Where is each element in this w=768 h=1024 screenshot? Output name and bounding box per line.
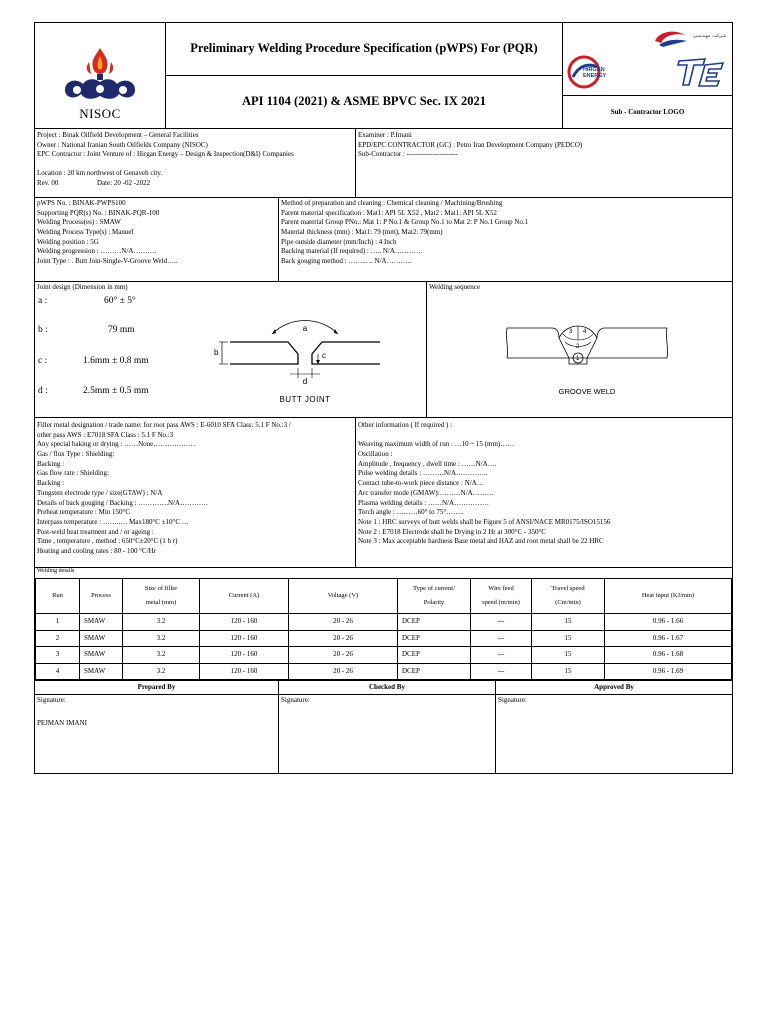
procedure-left-line: Welding progression : ………N/A………. [37, 247, 157, 256]
filler-info-line: Heating and cooling rates : 80 - 100 °C/Hr [37, 546, 157, 555]
project-info [35, 129, 732, 198]
project-line: Project : Binak Oilfield Development – General Facilities [37, 131, 199, 139]
table-cell: 3.2 [123, 614, 200, 631]
procedure-right-line: Method of preparation and cleaning : Chemical cleaning / Machining/Brushing [281, 199, 503, 207]
joint-dimension-row [38, 386, 149, 398]
nisoc-logo-cell [35, 23, 166, 128]
dimension-key: a : [38, 296, 48, 306]
seq-pass-2: 2 [576, 344, 580, 350]
title-cell [166, 23, 563, 128]
table-cell: 4 [36, 663, 80, 680]
table-row [36, 614, 732, 631]
column-header [532, 579, 605, 614]
column-header-line: Wire feed [488, 584, 514, 592]
welding-details-title: Welding details [35, 568, 732, 579]
column-header [605, 579, 732, 614]
dimension-value: 1.6mm ± 0.8 mm [83, 356, 149, 366]
column-header [471, 579, 532, 614]
filler-info-line: Interpass temperature : ……..… Max180°C ±10°C … [37, 517, 189, 526]
column-header-line: Voltage (V) [327, 591, 359, 599]
joint-dimension-row [38, 356, 149, 368]
procedure-left-line: Welding position : 5G [37, 237, 99, 246]
table-cell: SMAW [80, 630, 123, 647]
fa-logo-text: شرکت مهندسی [693, 33, 727, 39]
date-line: Date: 20 -02 -2022 [97, 179, 151, 188]
rev-line: Rev. 00 [37, 179, 59, 188]
table-cell: DCEP [398, 647, 471, 664]
procedure-right-line: Parent material specification : Mat1: API 5L X52 , Mat2 : Mat1: API 5L X52 [281, 208, 497, 217]
filler-info-line: Details of back gouging / Backing : ………….N/A………… [37, 498, 209, 507]
filler-info-line: Post-weld heat treatment and / or ageing : [37, 527, 154, 536]
dimension-key: d : [38, 386, 48, 396]
butt-joint-diagram [210, 302, 400, 412]
location-line: Location : 20 km northwest of Genaveh city. [37, 169, 163, 178]
filler-info-row [35, 418, 732, 568]
approved-by-label: Approved By [594, 683, 634, 691]
contractor-logos [563, 23, 732, 96]
table-row [36, 663, 732, 680]
procedure-right-line: Pipe outside diameter (mm/Inch) : 4 Inch [281, 237, 397, 246]
column-header [398, 579, 471, 614]
table-cell: 0.96 - 1.69 [605, 663, 732, 680]
column-header [36, 579, 80, 614]
table-cell: 15 [532, 663, 605, 680]
filler-info-line: Backing : [37, 459, 65, 468]
examiner-line: Examiner : P.Imani [358, 131, 412, 139]
dimension-key: c : [38, 356, 48, 366]
table-row [36, 647, 732, 664]
prepared-signature-box[interactable] [35, 695, 279, 773]
table-cell: 20 - 26 [289, 630, 398, 647]
table-cell: 20 - 26 [289, 647, 398, 664]
filler-info-line: Preheat temperature : Min 150°C [37, 508, 130, 517]
procedure-left-line: Joint Type : . Butt Join-Single-V-Groove Weld….. [37, 257, 178, 266]
table-cell: --- [471, 614, 532, 631]
subcontractor-logo-label: Sub - Contractor LOGO [610, 107, 685, 116]
preparer-name: PEJMAN IMANI [37, 718, 87, 727]
filler-info-line: other pass AWS : E7018 SFA Class : 5.1 F No.:3 [37, 430, 174, 439]
fig-label-d: d [302, 377, 308, 386]
table-cell: 3.2 [123, 630, 200, 647]
procedure-right [279, 198, 732, 281]
seq-pass-4: 4 [583, 329, 587, 335]
column-header [80, 579, 123, 614]
filler-info-line: Gas flow rate : Shielding: [37, 469, 109, 478]
table-cell: 3.2 [123, 663, 200, 680]
table-cell: 0.96 - 1.68 [605, 647, 732, 664]
table-cell: 20 - 26 [289, 663, 398, 680]
other-info-line: Other information ( If required ) : [358, 421, 453, 429]
column-header [289, 579, 398, 614]
joint-design-title: Joint design (Dimension in mm) [37, 283, 128, 291]
procedure-right-line: Material thickness (mm) : Mat1: 79 (mm), Mat2: 79(mm) [281, 228, 443, 237]
procedure-left-line: Supporting PQR(s) No. : BINAK-PQR-100 [37, 208, 160, 217]
pedco-logo-icon [651, 29, 691, 49]
table-cell: 15 [532, 614, 605, 631]
column-header-line: Run [52, 591, 63, 599]
filler-info-line: Tungsten electrode type / size(GTAW) : N/A [37, 488, 163, 497]
procedure-left-line: Welding Process(es) : SMAW [37, 218, 121, 227]
seq-pass-1: 1 [576, 356, 580, 362]
other-info-line [358, 547, 730, 557]
joint-dimension-row [38, 325, 135, 337]
table-cell: 15 [532, 647, 605, 664]
dimension-value: 2.5mm ± 0.5 mm [83, 386, 149, 396]
table-row [36, 630, 732, 647]
joint-design-cell [35, 282, 427, 417]
table-cell: 15 [532, 630, 605, 647]
other-info-line: Pulse welding details : ………N/A………….. [358, 469, 488, 478]
filler-info-line: Any special baking or drying : ……None……………… [37, 440, 196, 449]
epd-line: EPD/EPC CONTRACTOR (GC) : Petro Iran Development Company (PEDCO) [358, 140, 583, 149]
column-header-line: metal (mm) [145, 599, 177, 606]
table-cell: 3.2 [123, 647, 200, 664]
column-header-line: Current (A) [228, 591, 260, 599]
wps-form [34, 22, 733, 774]
welding-details-table [35, 578, 732, 680]
other-info-line [358, 431, 730, 441]
table-cell: 120 - 160 [200, 647, 289, 664]
filler-info-line: Gas / flux Type : Shielding: [37, 450, 115, 459]
other-info-line: Note 2 : E7018 Electrode shall be Drying in 2 Hr at 300°C - 350°C [358, 527, 546, 536]
procedure-right-line: Backing material (If required) : ….. N/A………… [281, 247, 423, 256]
table-cell: DCEP [398, 663, 471, 680]
signature-label: Signature: [37, 696, 66, 704]
table-cell: 3 [36, 647, 80, 664]
filler-info-line: Filler metal designation / trade name: for root pass AWS : E-6010 SFA Class: 5.1 F No.:3 / [37, 421, 291, 429]
dimension-key: b : [38, 325, 48, 335]
dimension-value: 79 mm [108, 325, 135, 335]
fig-label-a: a [302, 324, 308, 333]
other-info-line: Torch angle : ………60° to 75°…….. [358, 508, 464, 517]
dimension-value: 60° ± 5° [104, 296, 136, 306]
table-cell: 1 [36, 614, 80, 631]
fig-label-b: b [214, 348, 219, 357]
other-info-line: Arc transfer mode (GMAW):………N/A……… [358, 488, 494, 497]
column-header-line: Size of filler [144, 584, 178, 592]
procedure-info [35, 198, 732, 282]
butt-joint-caption: BUTT JOINT [279, 395, 331, 404]
table-cell: 120 - 160 [200, 614, 289, 631]
filler-info-line: Backing : [37, 479, 65, 488]
groove-weld-diagram [497, 302, 677, 412]
joint-design-row [35, 282, 732, 418]
fig-label-c: c [322, 351, 326, 360]
other-info-line: Oscillation : [358, 450, 393, 459]
column-header-line: Polarity [423, 599, 445, 606]
table-cell: 20 - 26 [289, 614, 398, 631]
column-header [200, 579, 289, 614]
procedure-left-line: pWPS No. : BINAK-PWPS100 [37, 199, 126, 207]
procedure-left [35, 198, 279, 281]
other-info-line: Weaving maximum width of run : …10 ~ 15 (mm)…… [358, 440, 515, 449]
document-title: Preliminary Welding Procedure Specification (pWPS) For (PQR) [166, 23, 562, 76]
welding-sequence-title: Welding sequence [429, 283, 480, 291]
signature-headers [35, 681, 732, 695]
table-cell: 0.96 - 1.67 [605, 630, 732, 647]
filler-left [35, 418, 356, 567]
prepared-by-label: Prepared By [35, 681, 279, 694]
column-header-line: Travel speed [551, 584, 585, 592]
table-cell: 2 [36, 630, 80, 647]
other-info-line: Note 1 : HRC surveys of butt welds shall be Figure 5 of ANSI/NACE MR0175/ISO15156 [358, 517, 611, 526]
welding-sequence-cell [427, 282, 732, 417]
procedure-right-line: Back gouging method : ……... .. N/A……….. [281, 257, 412, 266]
owner-line: Owner : National Iranian South Oilfields Company (NISOC) [37, 140, 208, 149]
table-cell: 0.96 - 1.66 [605, 614, 732, 631]
table-cell: --- [471, 647, 532, 664]
other-info-line: Amplitude , frequency , dwell time : ……N/A…. [358, 459, 497, 468]
welding-details [35, 568, 732, 681]
table-cell: SMAW [80, 614, 123, 631]
checked-signature-box[interactable] [279, 695, 496, 773]
subcontractor-line: Sub-Contractor : ---------------------- [358, 150, 458, 159]
nisoc-flame-logo-icon [55, 44, 145, 102]
joint-dimension-row [38, 296, 136, 308]
contractor-logo-cell [563, 23, 732, 128]
column-header-line: Type of current/ [413, 584, 455, 592]
hirgan-logo-text: HIRGAN ENERGY [583, 67, 607, 80]
te-logo-icon [675, 55, 727, 89]
checked-by-label: Checked By [279, 681, 496, 694]
filler-info-line: Time , temperature , method : 650°C±20°C (1 h r) [37, 537, 178, 546]
filler-right [356, 418, 732, 567]
column-header-line: (Cm/min) [555, 599, 581, 606]
column-header-line: Heat input (KJ/mm) [641, 591, 695, 599]
signature-label: Signature: [281, 696, 310, 704]
table-cell: 120 - 160 [200, 630, 289, 647]
procedure-right-line: Parent material Group PNo.: Mat 1: P No.1 & Group No.1 to Mat 2: P No.1 Group No.1 [281, 218, 529, 227]
signature-label: Signature: [498, 696, 527, 704]
signature-row [35, 695, 732, 773]
groove-weld-caption: GROOVE WELD [558, 387, 616, 396]
column-header [123, 579, 200, 614]
table-cell: SMAW [80, 647, 123, 664]
other-info-line: Note 3 : Max acceptable hardness Base metal and HAZ and root metal shall be 22 HRC [358, 537, 604, 546]
standard-title: API 1104 (2021) & ASME BPVC Sec. IX 2021 [241, 94, 487, 109]
approved-signature-box[interactable] [496, 695, 732, 773]
seq-pass-3: 3 [569, 329, 573, 335]
column-header-line: Process [91, 591, 111, 599]
column-header-line: speed (m/min) [482, 599, 520, 606]
table-cell: 120 - 160 [200, 663, 289, 680]
table-cell: --- [471, 663, 532, 680]
other-info-line: Plasma welding details : ……N/A…………… [358, 498, 490, 507]
procedure-left-line: Welding Process Type(s) : Manuel [37, 228, 134, 237]
table-cell: DCEP [398, 614, 471, 631]
header-row [35, 23, 732, 129]
company-name: NISOC [79, 105, 121, 121]
table-cell: SMAW [80, 663, 123, 680]
table-cell: DCEP [398, 630, 471, 647]
table-cell: --- [471, 630, 532, 647]
other-info-line: Contact tube-to-work piece distance : N/A… [358, 479, 484, 488]
epc-line: EPC Contractor : Joint Venture of : Hirgan Energy – Design & Inspection(D&I) Companies [37, 150, 294, 159]
